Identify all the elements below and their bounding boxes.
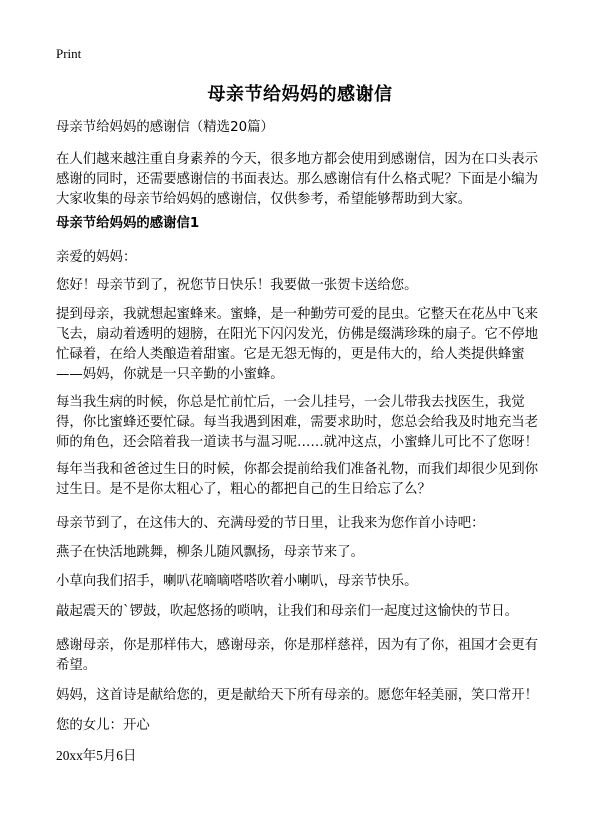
greeting-paragraph: 您好！母亲节到了，祝您节日快乐！我要做一张贺卡送给您。 (56, 278, 418, 293)
print-link[interactable]: Print (56, 46, 82, 61)
page-title: 母亲节给妈妈的感谢信 (207, 84, 393, 105)
closing-paragraph: 妈妈，这首诗是献给您的，更是献给天下所有母亲的。愿您年轻美丽，笑口常开！ (56, 688, 539, 703)
document-subtitle: 母亲节给妈妈的感谢信（精选20篇） (56, 120, 274, 135)
salutation: 亲爱的妈妈： (56, 250, 137, 265)
poem-intro-paragraph: 母亲节到了，在这伟大的、充满母爱的节日里，让我来为您作首小诗吧： (56, 516, 485, 531)
poem-line-4: 感谢母亲，你是那样伟大，感谢母亲，你是那样慈祥，因为有了你，祖国才会更有希望。 (56, 638, 539, 673)
section-heading: 母亲节给妈妈的感谢信1 (56, 216, 200, 231)
care-paragraph: 每当我生病的时候，你总是忙前忙后，一会儿挂号，一会儿带我去找医生，我觉得，你比蜜蜂还要忙碌。每当我遇到困难，需要求助时，您总会给我及时地充当老师的角色，还会陪着我一道读书与温习呢……就冲这点，小蜜蜂儿可比不了您呀！ (56, 395, 539, 450)
poem-line-2: 小草向我们招手，喇叭花嘀嘀嗒嗒吹着小喇叭，母亲节快乐。 (56, 574, 418, 589)
signature: 您的女儿：开心 (56, 718, 150, 733)
poem-line-1: 燕子在快活地跳舞，柳条儿随风飘扬，母亲节来了。 (56, 545, 364, 560)
bee-paragraph: 提到母亲，我就想起蜜蜂来。蜜蜂，是一种勤劳可爱的昆虫。它整天在花丛中飞来飞去，扇动着透明的翅膀，在阳光下闪闪发光，仿佛是缀满珍珠的扇子。它不停地忙碌着，在给人类酿造着甜蜜。它是无怨无悔的，更是伟大的，给人类提供蜂蜜——妈妈，你就是一只辛勤的小蜜蜂。 (56, 307, 539, 382)
birthday-paragraph: 每年当我和爸爸过生日的时候，你都会提前给我们准备礼物，而我们却很少见到你过生日。是不是你太粗心了，粗心的都把自己的生日给忘了么？ (56, 462, 539, 497)
intro-paragraph: 在人们越来越注重自身素养的今天，很多地方都会使用到感谢信，因为在口头表示感谢的同时，还需要感谢信的书面表达。那么感谢信有什么格式呢？下面是小编为大家收集的母亲节给妈妈的感谢信，仅供参考，希望能够帮助到大家。 (56, 152, 539, 207)
letter-date: 20xx年5月6日 (56, 748, 137, 763)
poem-line-3: 敲起震天的`锣鼓，吹起悠扬的唢呐，让我们和母亲们一起度过这愉快的节日。 (56, 604, 518, 619)
